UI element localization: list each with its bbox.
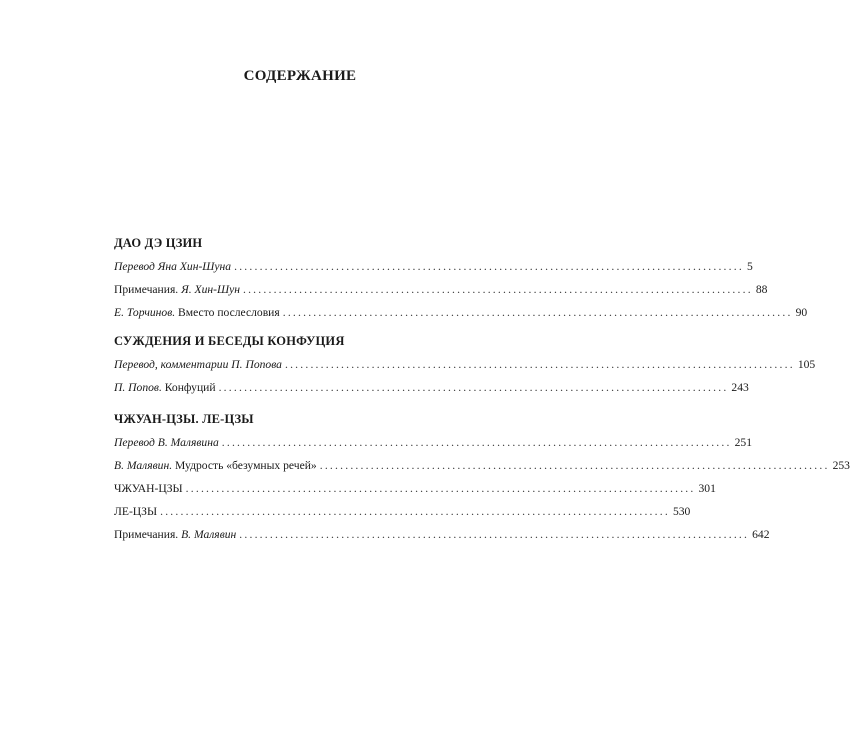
toc-entry[interactable] [114, 353, 816, 376]
toc-entry[interactable] [114, 500, 691, 523]
dot-leader: .................................................................................................... [185, 482, 696, 495]
dot-leader: .................................................................................................... [234, 260, 744, 273]
toc-entry[interactable] [114, 255, 753, 278]
dot-leader: .................................................................................................... [239, 528, 750, 541]
table-of-contents [114, 232, 850, 546]
page-number: 251 [734, 436, 752, 449]
page-number: 105 [797, 358, 816, 371]
dot-leader: .................................................................................................... [284, 358, 795, 371]
entry-title [114, 523, 236, 546]
page-number: 301 [698, 482, 716, 495]
page-number: 88 [755, 283, 768, 296]
dot-leader: .................................................................................................... [282, 306, 793, 319]
entry-title [114, 301, 280, 324]
section-heading: СУЖДЕНИЯ И БЕСЕДЫ КОНФУЦИЯ [114, 334, 345, 348]
entry-title [114, 376, 216, 399]
section-heading: ЧЖУАН-ЦЗЫ. ЛЕ-ЦЗЫ [114, 412, 254, 426]
page-number: 530 [672, 505, 691, 518]
entry-label: Конфуций [161, 381, 216, 394]
page-title: СОДЕРЖАНИЕ [243, 68, 357, 84]
toc-entry[interactable] [114, 454, 850, 477]
toc-entry[interactable] [114, 523, 770, 546]
toc-entry[interactable] [114, 376, 749, 399]
toc-section-confucius [114, 330, 816, 399]
entry-title: ЧЖУАН-ЦЗЫ [114, 482, 183, 495]
dot-leader: .................................................................................................... [160, 505, 670, 518]
dot-leader: .................................................................................................... [242, 283, 753, 296]
entry-author: Я. Хин-Шун [178, 283, 240, 296]
page-number: 90 [795, 306, 808, 319]
entry-title: Перевод, комментарии П. Попова [114, 358, 282, 371]
entry-title: ЛЕ-ЦЗЫ [114, 505, 158, 518]
dot-leader: .................................................................................................... [319, 459, 830, 472]
page-number: 243 [731, 381, 749, 394]
entry-title: Перевод Яна Хин-Шуна [114, 260, 232, 273]
entry-label: Вместо послесловия [175, 306, 280, 319]
dot-leader: .................................................................................................... [218, 381, 729, 394]
toc-entry[interactable] [114, 301, 808, 324]
entry-title [114, 454, 317, 477]
toc-section-dao-de-jing [114, 232, 808, 324]
entry-title [114, 278, 240, 301]
entry-label: Примечания. [114, 283, 179, 296]
entry-label: Примечания. [114, 528, 179, 541]
page-number: 253 [832, 459, 850, 472]
page-number: 5 [746, 260, 753, 273]
entry-author: В. Малявин. [114, 459, 173, 472]
entry-author: Е. Торчинов. [114, 306, 176, 319]
entry-label: Мудрость «безумных речей» [172, 459, 317, 472]
entry-author: П. Попов. [114, 381, 162, 394]
entry-author: В. Малявин [178, 528, 237, 541]
entry-title: Перевод В. Малявина [114, 436, 219, 449]
toc-entry[interactable] [114, 278, 768, 301]
toc-entry[interactable] [114, 477, 716, 500]
toc-section-zhuangzi-liezi [114, 408, 850, 546]
section-heading: ДАО ДЭ ЦЗИН [114, 236, 203, 250]
page-number: 642 [752, 528, 770, 541]
dot-leader: .................................................................................................... [221, 436, 732, 449]
toc-entry[interactable] [114, 431, 752, 454]
